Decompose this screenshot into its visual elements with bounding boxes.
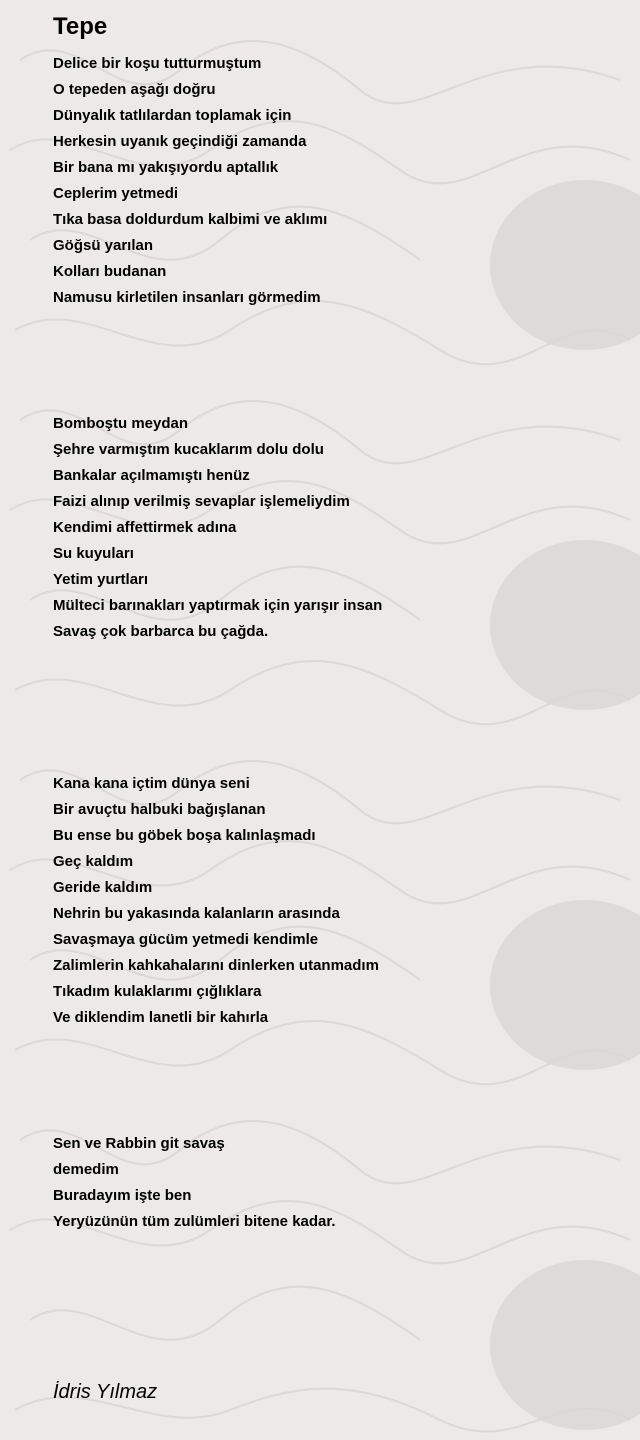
poem-line: Savaş çok barbarca bu çağda. <box>53 623 269 640</box>
poem-line: Namusu kirletilen insanları görmedim <box>53 289 321 306</box>
poem-line: Kendimi affettirmek adına <box>53 519 237 536</box>
poem-line: Zalimlerin kahkahalarını dinlerken utanmadım <box>53 957 379 974</box>
poem-line: O tepeden aşağı doğru <box>53 81 216 98</box>
poem-line: Su kuyuları <box>53 545 134 562</box>
stanza-3 <box>53 771 379 1031</box>
poem-line: Ceplerim yetmedi <box>53 185 179 202</box>
poem-line: Yetim yurtları <box>53 571 149 588</box>
poem-line: Buradayım işte ben <box>53 1187 192 1204</box>
poem-line: Kana kana içtim dünya seni <box>53 775 250 792</box>
poem-line: Delice bir koşu tutturmuştum <box>53 55 262 72</box>
poem-line: Geç kaldım <box>53 853 134 870</box>
poem-line: Savaşmaya gücüm yetmedi kendimle <box>53 931 319 948</box>
poem-line: Bu ense bu göbek boşa kalınlaşmadı <box>53 827 316 844</box>
poem-line: Sen ve Rabbin git savaş <box>53 1135 225 1152</box>
poem-title: Tepe <box>53 13 108 40</box>
poem-line: Göğsü yarılan <box>53 237 154 254</box>
poem-line: Şehre varmıştım kucaklarım dolu dolu <box>53 441 324 458</box>
poem-line: Bankalar açılmamıştı henüz <box>53 467 250 484</box>
poem-line: Mülteci barınakları yaptırmak için yarışır insan <box>53 597 383 614</box>
stanza-2 <box>53 411 382 645</box>
poem-line: Bir avuçtu halbuki bağışlanan <box>53 801 266 818</box>
poem-line: Bir bana mı yakışıyordu aptallık <box>53 159 279 176</box>
poem-line: Dünyalık tatlılardan toplamak için <box>53 107 292 124</box>
poem-line: Yeryüzünün tüm zulümleri bitene kadar. <box>53 1213 336 1230</box>
stanza-4 <box>53 1131 336 1235</box>
poem-line: Bomboştu meydan <box>53 415 189 432</box>
poem-line: Tıka basa doldurdum kalbimi ve aklımı <box>53 211 328 228</box>
poem-line: Herkesin uyanık geçindiği zamanda <box>53 133 307 150</box>
poem-author: İdris Yılmaz <box>53 1381 158 1403</box>
poem-line: Kolları budanan <box>53 263 167 280</box>
poem-line: Tıkadım kulaklarımı çığlıklara <box>53 983 262 1000</box>
poem-line: Geride kaldım <box>53 879 153 896</box>
poem-line: Nehrin bu yakasında kalanların arasında <box>53 905 340 922</box>
poem-line: demedim <box>53 1161 119 1178</box>
poem-line: Faizi alınıp verilmiş sevaplar işlemeliydim <box>53 493 350 510</box>
poem-line: Ve diklendim lanetli bir kahırla <box>53 1009 269 1026</box>
stanza-1 <box>53 51 327 311</box>
